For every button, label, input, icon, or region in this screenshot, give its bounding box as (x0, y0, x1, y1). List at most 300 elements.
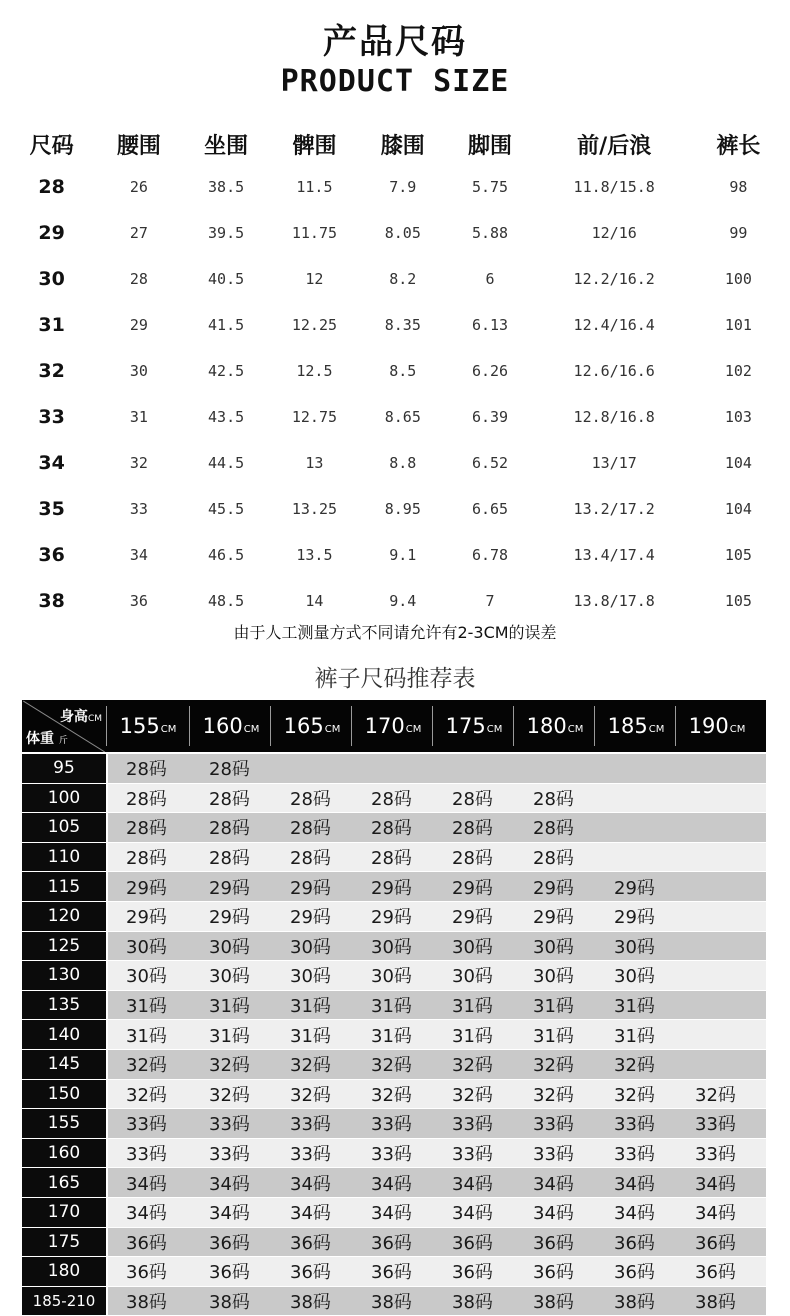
size-row (8, 164, 782, 210)
size-recommendation: 34码 (126, 1203, 167, 1225)
page-title-cn: 产品尺码 (323, 22, 467, 62)
size-value: 6.52 (471, 454, 509, 472)
weight-cell: 165 (22, 1168, 106, 1197)
size-recommendation: 29码 (614, 907, 655, 929)
size-recommendation: 32码 (614, 1084, 655, 1106)
size-recommendation: 31码 (452, 1025, 493, 1047)
size-recommendation: 28码 (290, 788, 331, 810)
size-table-header-row (8, 124, 782, 164)
size-recommendation: 32码 (126, 1055, 167, 1077)
measurement-note: 由于人工测量方式不同请允许有2-3CM的误差 (233, 623, 557, 642)
height-value: 160 (202, 714, 243, 738)
height-unit: CM (243, 723, 260, 735)
size-recommendation: 31码 (126, 1025, 167, 1047)
size-value: 42.5 (208, 362, 245, 380)
row-band (108, 813, 766, 842)
size-recommendation: 33码 (533, 1114, 574, 1136)
weight-label: 体重 斤 (26, 731, 68, 747)
weight-cell: 155 (22, 1109, 106, 1138)
weight-cell: 105 (22, 813, 106, 842)
size-value: 99 (729, 224, 748, 242)
size-value: 43.5 (208, 408, 245, 426)
size-row (8, 578, 782, 624)
height-value: 170 (364, 714, 405, 738)
size-recommendation: 38码 (695, 1292, 736, 1314)
size-label: 32 (38, 360, 65, 382)
size-value: 40.5 (208, 270, 245, 288)
size-recommendation: 32码 (371, 1084, 412, 1106)
row-band (108, 1109, 766, 1138)
size-value: 6.39 (471, 408, 509, 426)
size-recommendation: 30码 (533, 936, 574, 958)
size-row (8, 302, 782, 348)
size-label: 33 (38, 406, 65, 428)
size-recommendation: 34码 (371, 1203, 412, 1225)
header-separator (270, 706, 271, 746)
header-separator (189, 706, 190, 746)
size-row (8, 394, 782, 440)
size-value: 30 (129, 362, 148, 380)
size-recommendation: 30码 (126, 966, 167, 988)
size-recommendation: 28码 (533, 848, 574, 870)
size-recommendation: 34码 (126, 1173, 167, 1195)
size-recommendation: 31码 (290, 1025, 331, 1047)
weight-cell: 110 (22, 843, 106, 872)
row-band (108, 1257, 766, 1286)
size-recommendation: 36码 (533, 1262, 574, 1284)
size-recommendation: 36码 (371, 1232, 412, 1254)
size-recommendation: 31码 (533, 1025, 574, 1047)
size-recommendation: 31码 (452, 996, 493, 1018)
size-recommendation: 30码 (614, 936, 655, 958)
size-recommendation: 30码 (533, 966, 574, 988)
weight-cell: 145 (22, 1050, 106, 1079)
size-recommendation: 28码 (126, 788, 167, 810)
header-separator (675, 706, 676, 746)
size-recommendation: 34码 (695, 1173, 736, 1195)
size-recommendation: 34码 (371, 1173, 412, 1195)
size-recommendation: 34码 (209, 1173, 250, 1195)
size-value: 12.4/16.4 (573, 316, 655, 334)
size-value: 7.9 (389, 178, 417, 196)
size-recommendation: 28码 (290, 848, 331, 870)
size-recommendation: 32码 (452, 1055, 493, 1077)
size-col-header: 尺码 (29, 133, 74, 159)
size-recommendation: 32码 (452, 1084, 493, 1106)
size-recommendation: 32码 (614, 1055, 655, 1077)
size-value: 13 (305, 454, 324, 472)
size-recommendation: 28码 (452, 818, 493, 840)
size-recommendation: 30码 (290, 936, 331, 958)
height-value: 175 (445, 714, 486, 738)
height-col-header (272, 700, 352, 752)
weight-cell: 150 (22, 1080, 106, 1109)
size-recommendation: 33码 (126, 1144, 167, 1166)
row-band (108, 902, 766, 931)
size-recommendation: 32码 (209, 1055, 250, 1077)
size-recommendation: 36码 (126, 1262, 167, 1284)
size-recommendation: 38码 (533, 1292, 574, 1314)
size-recommendation: 34码 (452, 1173, 493, 1195)
size-value: 103 (724, 408, 752, 426)
size-value: 6.78 (471, 546, 509, 564)
weight-cell: 175 (22, 1228, 106, 1257)
recommend-row (22, 1139, 766, 1169)
size-value: 98 (729, 178, 748, 196)
size-recommendation: 31码 (371, 1025, 412, 1047)
size-value: 6.13 (471, 316, 509, 334)
size-recommendation: 31码 (209, 996, 250, 1018)
size-recommendation: 31码 (290, 996, 331, 1018)
size-recommendation: 29码 (371, 877, 412, 899)
recommend-row (22, 1109, 766, 1139)
size-recommendation: 32码 (290, 1084, 331, 1106)
size-recommendation: 33码 (452, 1144, 493, 1166)
size-row (8, 348, 782, 394)
height-col-header (596, 700, 676, 752)
height-unit: CM (160, 723, 177, 735)
size-recommendation: 38码 (452, 1292, 493, 1314)
size-recommendation: 36码 (126, 1232, 167, 1254)
row-band (108, 1139, 766, 1168)
row-band (108, 784, 766, 813)
size-recommendation: 36码 (452, 1232, 493, 1254)
size-recommendation: 30码 (290, 966, 331, 988)
size-recommendation: 31码 (371, 996, 412, 1018)
height-col-header (515, 700, 595, 752)
weight-cell: 140 (22, 1020, 106, 1049)
size-label: 31 (38, 314, 65, 336)
size-col-header: 膝围 (380, 133, 425, 159)
recommend-row (22, 1168, 766, 1198)
row-band (108, 872, 766, 901)
size-row (8, 440, 782, 486)
size-value: 13.5 (296, 546, 333, 564)
size-recommendation: 29码 (533, 877, 574, 899)
recommend-row (22, 872, 766, 902)
size-recommendation: 30码 (126, 936, 167, 958)
size-recommendation: 33码 (371, 1144, 412, 1166)
size-value: 104 (724, 454, 752, 472)
size-recommendation: 36码 (614, 1262, 655, 1284)
size-recommendation: 30码 (452, 966, 493, 988)
size-recommendation: 38码 (126, 1292, 167, 1314)
size-recommendation: 28码 (452, 788, 493, 810)
size-recommendation: 34码 (290, 1173, 331, 1195)
height-col-header (108, 700, 188, 752)
size-recommendation: 33码 (371, 1114, 412, 1136)
recommend-row (22, 754, 766, 784)
size-col-header: 坐围 (204, 133, 249, 159)
row-band (108, 1287, 766, 1316)
size-value: 12.8/16.8 (573, 408, 655, 426)
size-value: 41.5 (208, 316, 245, 334)
size-recommendation: 33码 (695, 1144, 736, 1166)
size-recommendation: 31码 (209, 1025, 250, 1047)
size-value: 12.6/16.6 (573, 362, 655, 380)
size-recommendation: 29码 (533, 907, 574, 929)
recommend-row (22, 932, 766, 962)
size-value: 39.5 (208, 224, 245, 242)
recommend-row (22, 991, 766, 1021)
size-value: 5.75 (471, 178, 509, 196)
size-recommendation: 36码 (614, 1232, 655, 1254)
size-value: 100 (724, 270, 752, 288)
size-value: 6 (485, 270, 495, 288)
height-unit: CM (405, 723, 422, 735)
size-value: 13.4/17.4 (573, 546, 655, 564)
size-label: 29 (38, 222, 65, 244)
size-value: 13.2/17.2 (573, 500, 655, 518)
size-label: 35 (38, 498, 65, 520)
size-recommendation: 36码 (695, 1262, 736, 1284)
size-value: 8.95 (384, 500, 421, 518)
weight-cell: 125 (22, 932, 106, 961)
size-recommendation: 34码 (695, 1203, 736, 1225)
size-recommendation: 38码 (371, 1292, 412, 1314)
size-recommendation: 32码 (209, 1084, 250, 1106)
size-value: 7 (485, 592, 495, 610)
recommend-row (22, 813, 766, 843)
size-recommendation: 32码 (533, 1055, 574, 1077)
size-label: 30 (38, 268, 65, 290)
weight-cell: 100 (22, 784, 106, 813)
recommend-row (22, 1287, 766, 1316)
size-recommendation: 29码 (126, 877, 167, 899)
height-unit: CM (486, 723, 503, 735)
size-col-header: 前/后浪 (577, 133, 652, 159)
height-unit: CM (648, 723, 665, 735)
recommend-row (22, 843, 766, 873)
page-title-en: PRODUCT SIZE (280, 64, 510, 99)
height-unit: CM (729, 723, 746, 735)
height-col-header (677, 700, 757, 752)
size-recommendation: 34码 (614, 1173, 655, 1195)
recommend-grid-header (22, 700, 766, 752)
size-recommendation: 28码 (290, 818, 331, 840)
header-separator (513, 706, 514, 746)
weight-cell: 95 (22, 754, 106, 783)
size-value: 31 (129, 408, 148, 426)
size-recommendation: 28码 (452, 848, 493, 870)
size-recommendation: 28码 (371, 848, 412, 870)
size-recommendation: 33码 (209, 1114, 250, 1136)
size-label: 36 (38, 544, 65, 566)
header-separator (106, 706, 107, 746)
size-table (8, 124, 782, 624)
size-value: 8.35 (384, 316, 421, 334)
size-recommendation: 33码 (209, 1144, 250, 1166)
corner-cell (22, 700, 106, 752)
weight-cell: 115 (22, 872, 106, 901)
size-recommendation: 30码 (209, 936, 250, 958)
size-value: 102 (724, 362, 752, 380)
row-band (108, 1080, 766, 1109)
recommend-row (22, 1080, 766, 1110)
size-value: 12.75 (291, 408, 338, 426)
size-recommendation: 29码 (209, 907, 250, 929)
size-recommendation: 28码 (126, 818, 167, 840)
size-value: 101 (724, 316, 752, 334)
size-recommendation: 30码 (371, 936, 412, 958)
recommend-row (22, 1050, 766, 1080)
size-recommendation: 29码 (614, 877, 655, 899)
recommend-row (22, 902, 766, 932)
size-value: 48.5 (208, 592, 245, 610)
height-col-header (191, 700, 271, 752)
size-recommendation: 28码 (209, 759, 250, 781)
row-band (108, 754, 766, 783)
size-value: 46.5 (208, 546, 245, 564)
size-recommendation: 28码 (126, 848, 167, 870)
size-value: 9.4 (389, 592, 417, 610)
size-value: 104 (724, 500, 752, 518)
size-value: 32 (129, 454, 148, 472)
height-value: 180 (526, 714, 567, 738)
size-row (8, 532, 782, 578)
size-label: 28 (38, 176, 65, 198)
size-value: 28 (129, 270, 148, 288)
row-band (108, 932, 766, 961)
weight-cell: 170 (22, 1198, 106, 1227)
size-recommendation: 30码 (371, 966, 412, 988)
size-value: 36 (129, 592, 148, 610)
size-recommendation: 36码 (533, 1232, 574, 1254)
size-recommendation: 38码 (290, 1292, 331, 1314)
size-value: 8.05 (384, 224, 421, 242)
size-recommendation: 29码 (290, 877, 331, 899)
size-recommendation: 29码 (452, 907, 493, 929)
recommend-row (22, 1228, 766, 1258)
height-unit: CM (567, 723, 584, 735)
size-recommendation: 32码 (290, 1055, 331, 1077)
size-recommendation: 34码 (452, 1203, 493, 1225)
size-value: 34 (129, 546, 148, 564)
size-recommendation: 36码 (290, 1232, 331, 1254)
header-separator (594, 706, 595, 746)
weight-cell: 185-210 (22, 1287, 106, 1316)
size-recommendation: 29码 (209, 877, 250, 899)
recommend-grid (22, 700, 766, 1314)
size-recommendation: 28码 (533, 788, 574, 810)
height-col-header (434, 700, 514, 752)
size-recommendation: 30码 (452, 936, 493, 958)
recommend-row (22, 961, 766, 991)
size-recommendation: 38码 (614, 1292, 655, 1314)
size-recommendation: 33码 (533, 1144, 574, 1166)
size-recommendation: 31码 (614, 996, 655, 1018)
size-value: 29 (129, 316, 148, 334)
size-recommendation: 31码 (614, 1025, 655, 1047)
weight-cell: 135 (22, 991, 106, 1020)
size-recommendation: 33码 (695, 1114, 736, 1136)
size-value: 6.65 (471, 500, 509, 518)
size-value: 13.8/17.8 (573, 592, 655, 610)
row-band (108, 1020, 766, 1049)
size-recommendation: 36码 (209, 1262, 250, 1284)
row-band (108, 1198, 766, 1227)
size-recommendation: 36码 (209, 1232, 250, 1254)
size-recommendation: 28码 (371, 788, 412, 810)
size-value: 12/16 (591, 224, 637, 242)
size-recommendation: 31码 (126, 996, 167, 1018)
size-value: 27 (129, 224, 148, 242)
size-value: 6.26 (471, 362, 509, 380)
height-value: 185 (607, 714, 648, 738)
size-recommendation: 34码 (209, 1203, 250, 1225)
size-recommendation: 38码 (209, 1292, 250, 1314)
size-value: 105 (724, 546, 752, 564)
size-col-header: 脚围 (468, 133, 513, 159)
recommend-row (22, 1198, 766, 1228)
size-value: 5.88 (471, 224, 509, 242)
weight-cell: 130 (22, 961, 106, 990)
header-separator (351, 706, 352, 746)
size-label: 34 (38, 452, 65, 474)
size-value: 11.75 (291, 224, 338, 242)
size-value: 12.25 (291, 316, 338, 334)
size-value: 13/17 (591, 454, 637, 472)
size-recommendation: 31码 (533, 996, 574, 1018)
size-recommendation: 32码 (126, 1084, 167, 1106)
size-value: 44.5 (208, 454, 245, 472)
size-recommendation: 29码 (290, 907, 331, 929)
size-recommendation: 36码 (452, 1262, 493, 1284)
size-recommendation: 33码 (290, 1144, 331, 1166)
size-recommendation: 32码 (695, 1084, 736, 1106)
size-col-header: 裤长 (716, 133, 761, 159)
weight-cell: 180 (22, 1257, 106, 1286)
size-recommendation: 34码 (290, 1203, 331, 1225)
height-value: 165 (283, 714, 324, 738)
size-value: 12 (305, 270, 324, 288)
size-recommendation: 33码 (614, 1144, 655, 1166)
size-recommendation: 29码 (371, 907, 412, 929)
recommend-row (22, 1257, 766, 1287)
size-recommendation: 34码 (533, 1173, 574, 1195)
size-recommendation: 30码 (209, 966, 250, 988)
size-value: 8.8 (389, 454, 417, 472)
size-row (8, 486, 782, 532)
size-recommendation: 28码 (209, 788, 250, 810)
row-band (108, 1050, 766, 1079)
row-band (108, 1168, 766, 1197)
size-recommendation: 28码 (126, 759, 167, 781)
height-col-header (353, 700, 433, 752)
recommend-row (22, 1020, 766, 1050)
size-recommendation: 33码 (126, 1114, 167, 1136)
size-recommendation: 30码 (614, 966, 655, 988)
size-value: 14 (305, 592, 324, 610)
size-value: 26 (129, 178, 148, 196)
size-recommendation: 32码 (371, 1055, 412, 1077)
size-recommendation: 36码 (371, 1262, 412, 1284)
size-recommendation: 28码 (371, 818, 412, 840)
weight-cell: 120 (22, 902, 106, 931)
height-value: 190 (688, 714, 729, 738)
size-value: 12.2/16.2 (573, 270, 655, 288)
size-value: 11.8/15.8 (573, 178, 655, 196)
size-value: 9.1 (389, 546, 417, 564)
recommend-row (22, 784, 766, 814)
row-band (108, 961, 766, 990)
height-unit: CM (324, 723, 341, 735)
height-label: 身高CM (59, 709, 102, 725)
size-recommendation: 28码 (209, 848, 250, 870)
size-value: 105 (724, 592, 752, 610)
size-col-header: 腰围 (116, 133, 161, 159)
size-recommendation: 29码 (126, 907, 167, 929)
